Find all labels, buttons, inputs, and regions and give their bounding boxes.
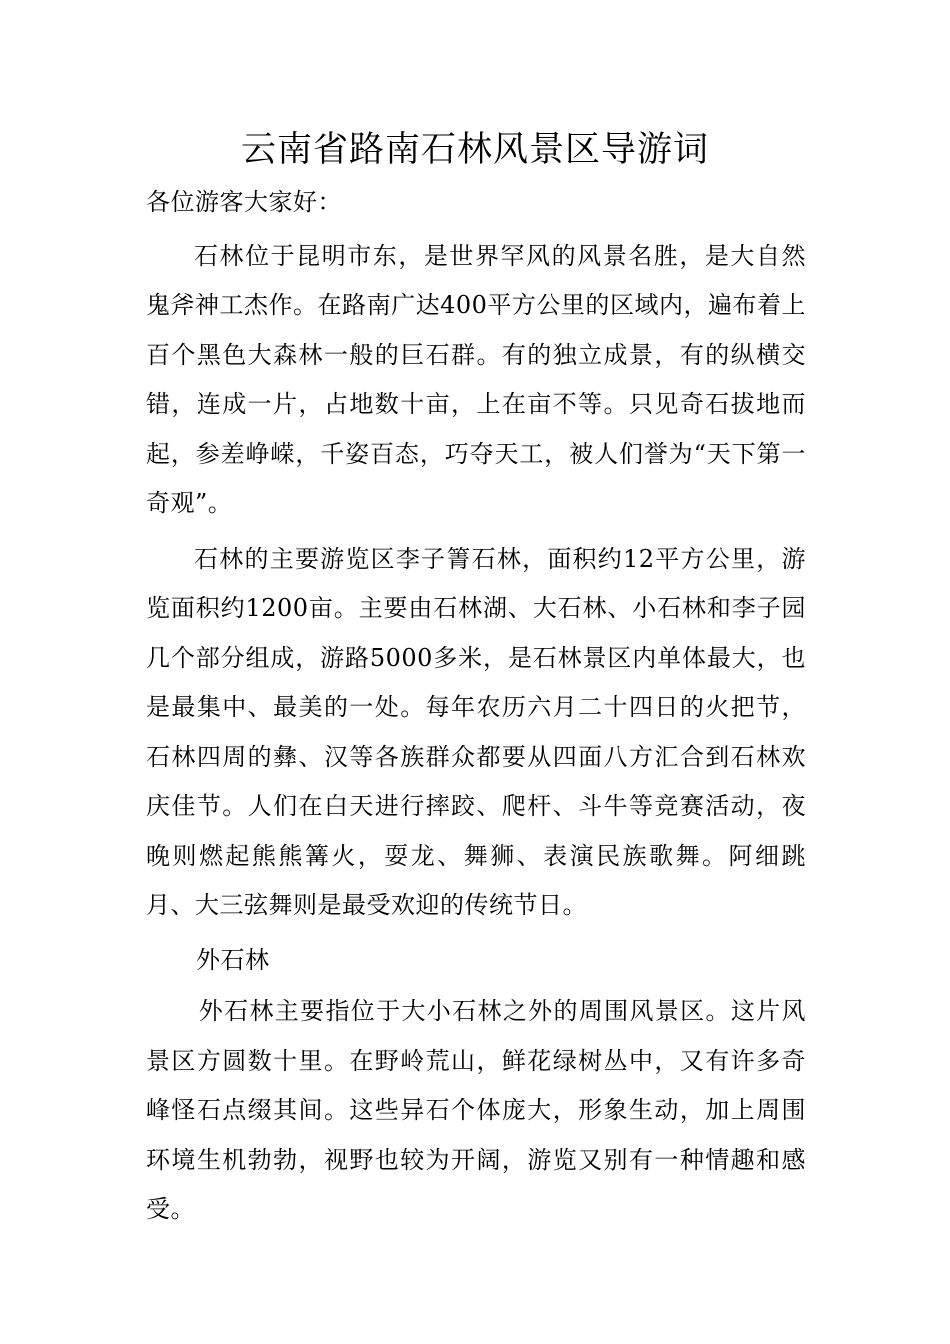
greeting-line: 各位游客大家好：: [146, 188, 342, 216]
paragraph-outer-stone-forest: 外石林主要指位于大小石林之外的周围风景区。这片风景区方圆数十里。在野岭荒山，鲜花绿树丛中，又有许多奇峰怪石点缀其间。这些异石个体庞大，形象生动，加上周围环境生机勃勃，视野也较为开阔，游览又别有一种情趣和感受。: [146, 997, 806, 1223]
paragraph-main-area: 石林的主要游览区李子箐石林，面积约12平方公里，游览面积约1200亩。主要由石林湖、大石林、小石林和李子园几个部分组成，游路5000多米，是石林景区内单体最大，也是最集中、最美的一处。每年农历六月二十四日的火把节，石林四周的彝、汉等各族群众都要从四面八方汇合到石林欢庆佳节。人们在白天进行摔跤、爬杆、斗牛等竞赛活动，夜晚则燃起熊熊篝火，耍龙、舞狮、表演民族歌舞。阿细跳月、大三弦舞则是最受欢迎的传统节日。: [146, 544, 806, 919]
section-heading: 外石林: [196, 945, 270, 974]
document-title: 云南省路南石林风景区导游词: [240, 130, 709, 170]
paragraph-intro: 石林位于昆明市东，是世界罕风的风景名胜，是大自然鬼斧神工杰作。在路南广达400平方公里的区域内，遍布着上百个黑色大森林一般的巨石群。有的独立成景，有的纵横交错，连成一片，占地数十亩，上在亩不等。只见奇石拔地而起，参差峥嵘，千姿百态，巧夺天工，被人们誉为“天下第一奇观”。: [146, 241, 806, 517]
document-body: [146, 178, 806, 1235]
